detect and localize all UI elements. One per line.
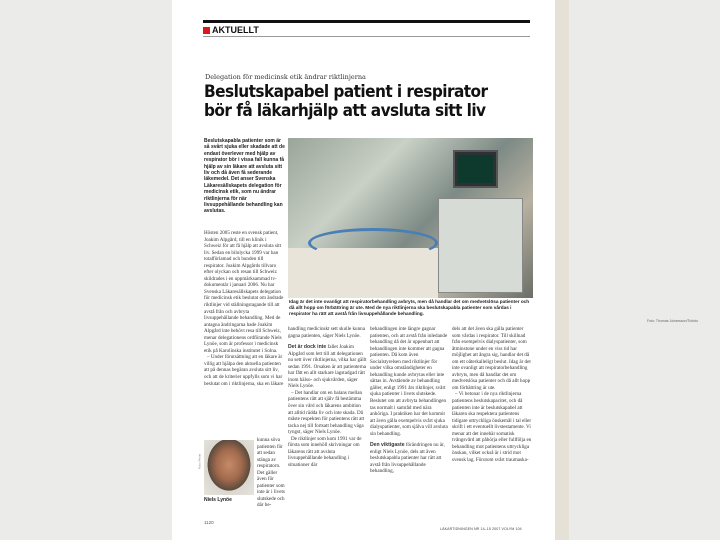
section-label: [203, 25, 259, 35]
respirator-photo: [288, 138, 533, 298]
red-square-icon: [203, 27, 210, 34]
portrait-photo: [204, 440, 254, 495]
portrait-credit: Foto: Privat: [197, 453, 202, 470]
headline-line-1: Beslutskapabel patient i respirator: [204, 82, 488, 101]
subhead: Det är dock inte: [288, 344, 327, 351]
page-edge: [555, 0, 569, 540]
body-text: dels att det även ska gälla patienter som vårdas i respirator. Till skillnad från exempelvis dialyspatienter, som åtminstone under en viss tid har möjlighet att ångra sig, handlar det då om ett oåterkalleligt beslut. Idag är det inte ovanligt att respiratorbehandling avbryts, men då handlar det om medvetslösa patienter och då allt hopp om förbättring är ute.: [452, 326, 531, 391]
body-text: De riktlinjer som kom 1991 var de första som innehöll skrivningar om läkarens rätt att avsluta livsuppehållande behandling i situationer där: [288, 435, 362, 468]
respirator-machine: [438, 198, 523, 293]
tube: [308, 228, 438, 258]
body-text: fallet Joakim Alpgård som lett till att delegationen nu sett över riktlinjerna, vilka har gällt sedan 1991. Orsaken är att patienterna har fått en allt starkare lagstadgad rätt inom hälso- och sjukvården, säger Niels Lynöe.: [288, 344, 367, 390]
column-1: [204, 230, 284, 387]
body-text: – Vi betonar i de nya riktlinjerna patientens beslutskapacitet, och då patienten inte är beslutskapabel att läkaren ska respektera patientens tidigare uttryckliga önskemål i tal eller skrift i ett eventuellt livstestamente. Vi menar att det innebär somatisk tvångsvård att påbörja eller fullfölja en behandling mot patientens uttryckliga önskan, vilket också är i strid mot svensk lag. Förutom svårt traumaska-: [452, 391, 532, 463]
body-text: – Under förutsättning att en läkare är villig att hjälpa den aktuella patienten att på dennas begäran avsluta sitt liv, och att de kriterier uppfylls som vi har beslutat om i riktlinjerna, ska en läkare: [204, 354, 284, 387]
portrait-name: Niels Lynöe: [204, 497, 232, 503]
footer: LÄKARTIDNINGEN NR 14–15 2007 VOLYM 104: [440, 527, 522, 531]
monitor: [453, 150, 498, 188]
lead-paragraph: Beslutskapabla patienter som är så svårt sjuka eller skadade att de endast överlever med hjälp av respirator bör i vissa fall kunna få hjälp av sin läkare att avsluta sitt liv och då även få sederande läkemedel. Det anser Svenska Läkaresällskapets delegation för medicinsk etik, som nu ändrar riktlinjerna för när livsuppehållande behandling kan avslutas.: [204, 138, 285, 215]
page-number: 1120: [204, 520, 214, 525]
column-2: [288, 326, 367, 468]
kicker: Delegation för medicinsk etik ändrar riktlinjerna: [205, 73, 366, 81]
column-1-wrap: kunna söva patienten för att sedan stänga av respiratorn. Det gäller även för patienter som inte är i livets slutskede och där be-: [257, 437, 285, 509]
headline-line-2: bör få läkarhjälp att avsluta sitt liv: [204, 101, 486, 120]
column-4: [452, 326, 532, 463]
section-text: AKTUELLT: [212, 25, 259, 35]
headline: [204, 82, 488, 120]
subhead: Den viktigaste: [370, 442, 405, 449]
body-text: – Det handlar om en balans mellan patientens rätt att själv få bestämma över sin vård och läkarens ambition att alltid rädda liv och inte skada. Då måste respekten för patientens rätt att tacka nej till fortsatt behandling väga tyngst, säger Niels Lynöe.: [288, 389, 365, 436]
body-text: behandlingen inte längre gagnar patienten, och att avstå från inledande behandling då det är uppenbart att behandlingen inte kommer att gagna patienten. Då kom även Socialstyrelsen med riktlinjer för under vilka omständigheter en behandling kunde avbrytas eller inte sättas in. Avstående av behandling gäller, enligt 1991 års riktlinjer, svårt sjuka patienter i livets slutskede. Beslutet om att avbryta behandlingen tas normalt i samråd med nära anhöriga. I praktiken har det kommit att även gälla exempelvis svårt sjuka dialyspatienter, som själva vill avsluta sin behandling.: [370, 326, 448, 437]
photo-caption: Idag är det inte ovanligt att respiratorbehandling avbryts, men då handlar det om medvetslösa patienter och då allt hopp om förbättring är ute. Med de nya riktlinjerna ska beslutskapabla patienter som vårdas i respirator ha rätt att avstå från livsuppehållande behandling.: [289, 299, 530, 316]
photo-credit: Foto: Thomas Johansson/Tiofoto: [647, 318, 698, 323]
section-rule: [203, 36, 530, 37]
body-text: förändringen nu är, enligt Niels Lynöe, dels att även beslutskapabla patienter har rätt att avstå från livsuppehållande behandling,: [370, 442, 445, 475]
body-text: handling medicinskt sett skulle kunna gagna patienten, säger Niels Lynöe.: [288, 326, 365, 339]
top-rule: [203, 20, 530, 23]
body-text: Hösten 2005 reste en svensk patient, Joakim Alpgård, till en klinik i Schweiz för att få hjälp att avsluta sitt liv. Sedan en bilolycka 1999 var han totalförlamad och bunden till respirator. Joakim Alpgårds tillvaro efter olyckan och resan till Schweiz skildrades i en uppmärksammad tv-dokumentär i januari 2006. Nu har Svenska Läkaresällskapets delegation för medicinsk etik beslutat om ändrade riktlinjer vid ställningstagande till att avstå från och avbryta livsuppehållande behandling. Med de antagna ändringarna hade Joakim Alpgård inte behövt resa till Schweiz, menar delegationens ordförande Niels Lynöe, som är professor i medicinsk etik på Karolinska institutet i Solna.: [204, 230, 284, 354]
column-3: [370, 326, 449, 475]
